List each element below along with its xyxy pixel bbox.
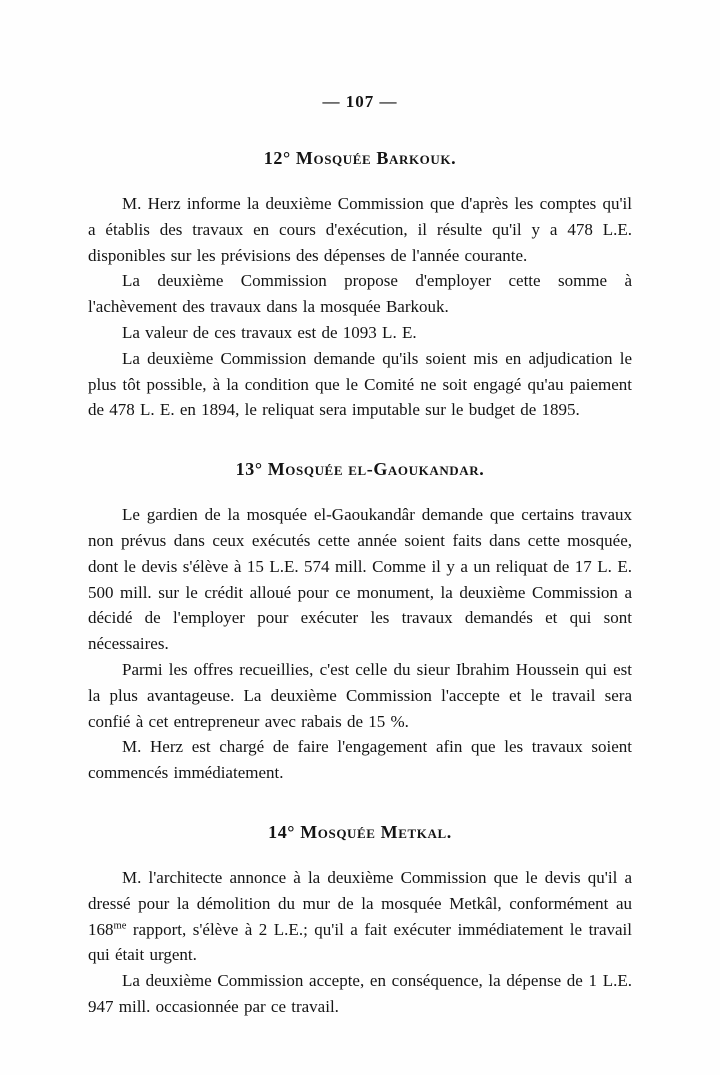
- page-number: — 107 —: [322, 92, 398, 111]
- paragraph: M. Herz est chargé de faire l'engagement afin que les travaux soient commencés immédiatement.: [88, 737, 632, 783]
- paragraph: La deuxième Commission demande qu'ils soient mis en adjudication le plus tôt possible, à la condition que le Comité ne soit engagé qu'au paiement de 478 L. E. en 1894, le reliquat sera imputable sur le budget de 1895.: [88, 348, 632, 420]
- paragraph-with-superscript: [88, 865, 632, 968]
- paragraph: La deuxième Commission accepte, en conséquence, la dépense de 1 L.E. 947 mill. occasionnée par ce travail.: [88, 971, 632, 1016]
- section-heading: 12° Mosquée Barkouk.: [263, 148, 457, 168]
- paragraph: M. Herz informe la deuxième Commission que d'après les comptes qu'il a établis des travaux en cours d'exécution, il résulte qu'il y a 478 L.E. disponibles sur les prévisions des dépenses de l'année courante.: [88, 194, 632, 265]
- section-mosquee-metkal: [88, 822, 632, 1020]
- paragraph: La valeur de ces travaux est de 1093 L. E.: [122, 322, 417, 342]
- section-mosquee-el-gaoukandar: [88, 459, 632, 786]
- section-heading: 14° Mosquée Metkal.: [268, 821, 452, 842]
- paragraph-text: M. l'architecte annonce à la deuxième Commission que le devis qu'il a dressé pour la démolition du mur de la mosquée Metkâl, conformément au 168: [88, 867, 632, 939]
- section-mosquee-barkouk: [88, 148, 632, 423]
- paragraph: Parmi les offres recueillies, c'est celle du sieur Ibrahim Houssein qui est la plus avantageuse. La deuxième Commission l'accepte et le travail sera confié à cet entrepreneur avec rabais de 15 %.: [88, 659, 632, 731]
- ordinal-superscript: me: [113, 919, 127, 931]
- paragraph: La deuxième Commission propose d'employer cette somme à l'achèvement des travaux dans la mosquée Barkouk.: [88, 271, 632, 317]
- paragraph: Le gardien de la mosquée el-Gaoukandâr demande que certains travaux non prévus dans ceux exécutés cette année soient faits dans cette mosquée, dont le devis s'élève à 15 L.E. 574 mill. Comme il y a un reliquat de 17 L. E. 500 mill. sur le crédit alloué pour ce monument, la deuxième Commission a décidé de l'employer pour exécuter les travaux demandés et qui sont nécessaires.: [88, 505, 632, 654]
- paragraph-text: rapport, s'élève à 2 L.E.; qu'il a fait exécuter immédiatement le travail qui était urgent.: [88, 919, 632, 965]
- section-heading: 13° Mosquée el-Gaoukandar.: [235, 459, 485, 480]
